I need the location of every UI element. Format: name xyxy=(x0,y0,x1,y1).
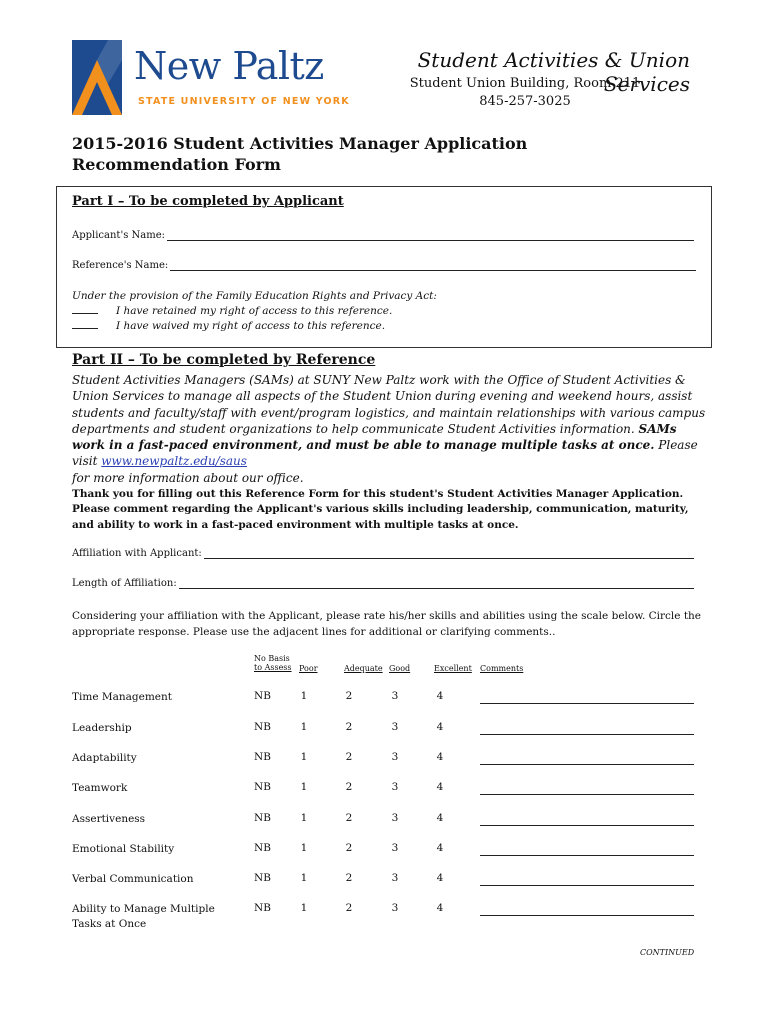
rating-option[interactable]: 1 xyxy=(300,781,308,793)
rating-option[interactable]: 1 xyxy=(300,721,308,733)
rating-option[interactable]: 2 xyxy=(345,872,353,884)
skill-label-line1: Assertiveness xyxy=(72,813,146,825)
length-row xyxy=(72,578,694,589)
ferpa-option-retained xyxy=(72,305,392,317)
skill-label-line1: Adaptability xyxy=(72,752,137,764)
comment-field[interactable] xyxy=(480,854,694,856)
reference-name-row xyxy=(72,260,696,271)
logo-wordmark: New Paltz xyxy=(134,44,324,88)
rating-option[interactable]: 4 xyxy=(436,781,444,793)
rating-option[interactable]: 4 xyxy=(436,751,444,763)
skill-label xyxy=(72,842,174,857)
skill-label-line1: Verbal Communication xyxy=(72,873,194,885)
rating-option[interactable]: 4 xyxy=(436,812,444,824)
skill-label-line1: Leadership xyxy=(72,722,132,734)
waived-label: I have waived my right of access to this reference. xyxy=(116,320,386,332)
skill-label xyxy=(72,781,127,796)
thank-you-instructions: Thank you for filling out this Reference Form for this student's Student Activities Manager Application. Please comment regarding the Applicant's various skills including leadership, communication, maturity, and ability to work in a fast-paced environment with multiple tasks at once. xyxy=(72,488,689,531)
skill-label-line1: Emotional Stability xyxy=(72,843,175,855)
rating-option[interactable]: 4 xyxy=(436,721,444,733)
rating-option[interactable]: 2 xyxy=(345,812,353,824)
rating-option[interactable]: 2 xyxy=(345,690,353,702)
rating-option[interactable]: 2 xyxy=(345,751,353,763)
rating-option[interactable]: 3 xyxy=(391,751,399,763)
comment-field[interactable] xyxy=(480,763,694,765)
skill-label xyxy=(72,751,137,766)
skill-label-line1: Time Management xyxy=(72,691,172,703)
retained-label: I have retained my right of access to this reference. xyxy=(116,305,393,317)
office-name: Student Activities & Union Services xyxy=(417,48,690,96)
office-phone: 845-257-3025 xyxy=(479,94,571,109)
skill-label xyxy=(72,690,172,705)
part1-heading: Part I – To be completed by Applicant xyxy=(72,194,344,209)
rating-option[interactable]: 1 xyxy=(300,812,308,824)
skill-label xyxy=(72,902,215,932)
length-label: Length of Affiliation: xyxy=(72,578,177,589)
rating-option[interactable]: 3 xyxy=(391,872,399,884)
rating-option[interactable]: NB xyxy=(254,872,271,884)
intro-emphasis: SAMs work in a fast-paced environment, and must be able to manage multiple tasks at once. xyxy=(72,421,677,453)
rating-option[interactable]: NB xyxy=(254,902,271,914)
comment-field[interactable] xyxy=(480,793,694,795)
logo-subtitle: STATE UNIVERSITY OF NEW YORK xyxy=(138,96,350,107)
continued-note: CONTINUED xyxy=(640,948,695,957)
rating-option[interactable]: 3 xyxy=(391,812,399,824)
title-line-1: 2015-2016 Student Activities Manager Application xyxy=(72,134,528,153)
ferpa-intro: Under the provision of the Family Education Rights and Privacy Act: xyxy=(72,290,437,302)
affiliation-field[interactable] xyxy=(204,549,694,559)
header-good: Good xyxy=(389,664,411,673)
rating-option[interactable]: NB xyxy=(254,690,271,702)
reference-name-field[interactable] xyxy=(170,261,696,271)
rating-option[interactable]: 2 xyxy=(345,721,353,733)
rating-option[interactable]: 3 xyxy=(391,781,399,793)
skill-label xyxy=(72,721,132,736)
header-poor: Poor xyxy=(299,664,318,673)
intro-end: for more information about our office. xyxy=(72,470,304,485)
document-title xyxy=(72,133,527,175)
comment-field[interactable] xyxy=(480,733,694,735)
rating-option[interactable]: 2 xyxy=(345,842,353,854)
rating-option[interactable]: 4 xyxy=(436,902,444,914)
skill-label xyxy=(72,872,193,887)
part2-intro xyxy=(72,372,712,486)
rating-option[interactable]: 3 xyxy=(391,842,399,854)
rating-option[interactable]: 4 xyxy=(436,872,444,884)
header-no-basis-line1: No Basis xyxy=(254,654,290,663)
rating-option[interactable]: 3 xyxy=(391,902,399,914)
comment-field[interactable] xyxy=(480,702,694,704)
ferpa-option-waived xyxy=(72,320,385,332)
rating-option[interactable]: NB xyxy=(254,812,271,824)
skill-label xyxy=(72,812,145,827)
header-adequate: Adequate xyxy=(344,664,383,673)
office-location: Student Union Building, Room 211 xyxy=(409,76,641,91)
skill-label-line1: Ability to Manage Multiple xyxy=(72,903,215,915)
rating-option[interactable]: 1 xyxy=(300,751,308,763)
applicant-name-label: Applicant's Name: xyxy=(72,230,165,241)
rating-option[interactable]: 1 xyxy=(300,872,308,884)
rating-instructions: Considering your affiliation with the Applicant, please rate his/her skills and abilities using the scale below. Circle the appropriate response. Please use the adjacent lines for additional or clarifying comments.. xyxy=(72,610,702,638)
header-no-basis xyxy=(254,654,292,672)
rating-option[interactable]: 1 xyxy=(300,690,308,702)
applicant-name-row xyxy=(72,230,694,241)
rating-option[interactable]: 4 xyxy=(436,690,444,702)
applicant-name-field[interactable] xyxy=(167,231,694,241)
comment-field[interactable] xyxy=(480,884,694,886)
intro-visit: Please visit xyxy=(72,438,698,469)
skill-label-line2: Tasks at Once xyxy=(72,918,147,930)
header-no-basis-line2: to Assess xyxy=(254,663,292,672)
rating-option[interactable]: NB xyxy=(254,781,271,793)
reference-name-label: Reference's Name: xyxy=(72,260,169,271)
rating-option[interactable]: 1 xyxy=(300,902,308,914)
rating-option[interactable]: 3 xyxy=(391,690,399,702)
saus-link[interactable]: www.newpaltz.edu/saus xyxy=(101,454,247,469)
rating-option[interactable]: NB xyxy=(254,751,271,763)
comment-field[interactable] xyxy=(480,824,694,826)
title-line-2: Recommendation Form xyxy=(72,155,281,174)
rating-option[interactable]: 4 xyxy=(436,842,444,854)
header-excellent: Excellent xyxy=(434,664,472,673)
affiliation-row xyxy=(72,548,694,559)
part2-heading: Part II – To be completed by Reference xyxy=(72,352,376,368)
rating-option[interactable]: 1 xyxy=(300,842,308,854)
rating-option[interactable]: 2 xyxy=(345,902,353,914)
rating-option[interactable]: 3 xyxy=(391,721,399,733)
length-field[interactable] xyxy=(179,579,694,589)
skill-label-line1: Teamwork xyxy=(72,782,128,794)
rating-option[interactable]: 2 xyxy=(345,781,353,793)
comment-field[interactable] xyxy=(480,914,694,916)
affiliation-label: Affiliation with Applicant: xyxy=(72,548,202,559)
waived-checkbox-line[interactable] xyxy=(72,320,98,329)
rating-option[interactable]: NB xyxy=(254,721,271,733)
intro-text: Student Activities Managers (SAMs) at SUNY New Paltz work with the Office of Student Activities & Union Services to manage all aspects of the Student Union during evening and weekend hours, assist students and faculty/staff with event/program logistics, and maintain relationships with various campus departments and student organizations to help communicate Student Activities information. xyxy=(72,373,706,436)
retained-checkbox-line[interactable] xyxy=(72,305,98,314)
rating-option[interactable]: NB xyxy=(254,842,271,854)
header-comments: Comments xyxy=(480,664,524,673)
